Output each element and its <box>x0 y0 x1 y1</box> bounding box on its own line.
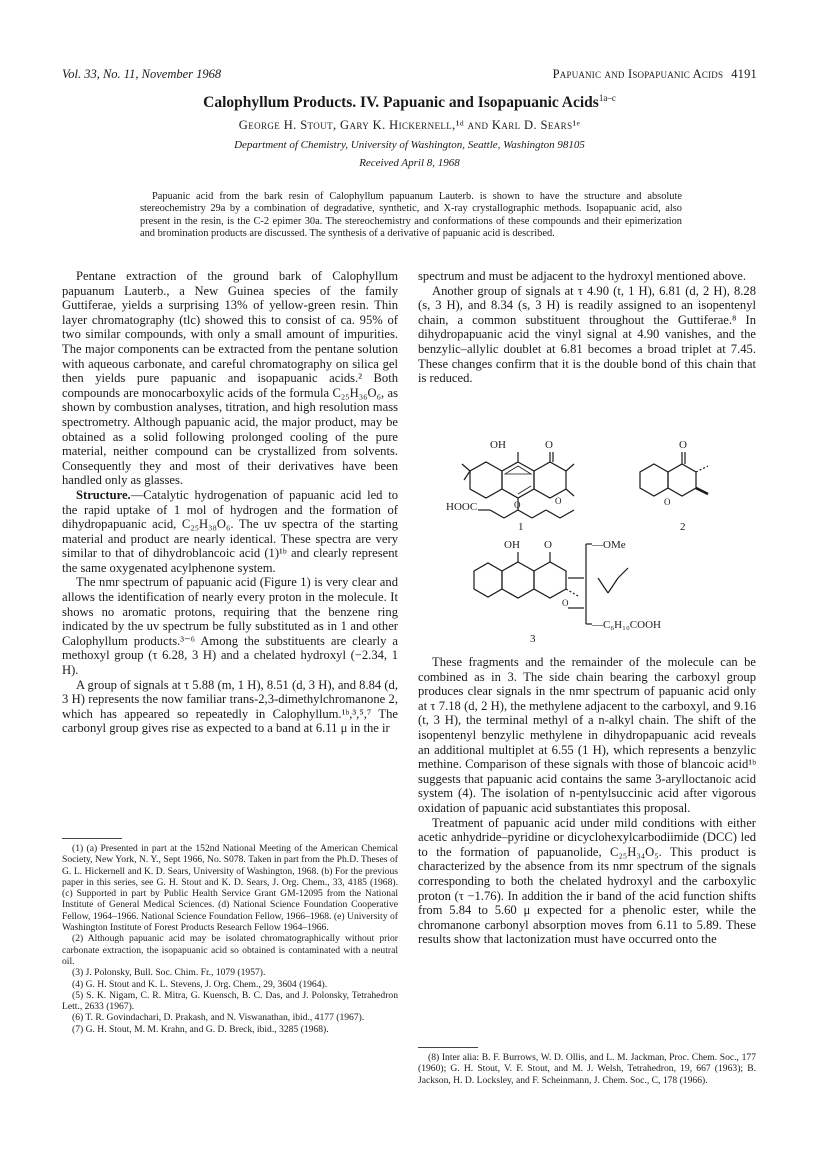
paragraph-text: —Catalytic hydrogenation of papuanic acid led to the rapid uptake of 1 mol of hydrogen and the formation of dihydropapuanic acid, C₂₅H₃₈O₆. The uv spectra of the starting material and product are nearly identical. These spectra are very similar to that of dihydroblancoic acid (1)¹ᵇ and clearly represent the same oxygenated acylphenone system. <box>62 487 398 575</box>
footnote: (1) (a) Presented in part at the 152nd National Meeting of the American Chemical Society, New York, N. Y., Sept 1966, No. S078. Taken in part from the Ph.D. Theses of G. L. Hickernell and K. D. Sears, University of Washington, 1968. (b) For the previous paper in this series, see G. H. Stout and K. D. Sears, J. Org. Chem., 33, 4185 (1968). (c) Supported in part by Public Health Service Grant GM-12095 from the National Institute of General Medical Sciences. (d) National Science Foundation Cooperative Fellow, 1964–1966. National Science Foundation Fellow, 1966–1968. (e) University of Washington Institute of Forest Products Research Fellow 1964–1966. <box>62 843 398 934</box>
structure-1-label: 1 <box>518 521 524 533</box>
abstract-text: Papuanic acid from the bark resin of Calophyllum papuanum Lauterb. is shown to have the structure and absolute stereochemistry 29a by a combination of degradative, synthetic, and X-ray crystallographic methods. Isopapuanic acid, also present in the resin, is the C-2 epimer 30a. The stereochemistry and conformations of these compounds and their epimerization and bromination products are discussed. The synthesis of a derivative of papuanic acid is described. <box>140 191 682 240</box>
paragraph: spectrum and must be adjacent to the hydroxyl mentioned above. <box>418 269 747 283</box>
structure-3-oh: OH <box>504 539 520 551</box>
structure-3-methoxy: —OMe <box>592 539 626 551</box>
fused-ring <box>474 563 502 597</box>
structure-3-chain: —C₆H₁₀COOH <box>592 619 661 631</box>
paragraph: Pentane extraction of the ground bark of Calophyllum papuanum Lauterb., a New Guinea species of the family Guttiferae, yields a surprising 13% of yellow-green resin. Thin layer chromatography (tlc) showed this to consist of ca. 95% of two similar compounds, with only a small amount of impurities. The major components can be extracted from the pentane solution with aqueous carbonate, and careful chromatography on silica gel then yields pure papuanic and isopapuanic acids.² Both compounds are monocarboxylic acids of the formula C₂₅H₃₆O₆, as shown by combustion analyses, titration, and high resolution mass spectrometry. Although papuanic acid, the major product, may be obtained as a solid following prolonged cooling of the pure material, neither compound can be crystallized from solvents. Consequently they and most of their derivatives have been handled only as glasses. <box>62 269 398 488</box>
right-column-top <box>418 269 756 386</box>
structure-1-ring-o2: O <box>555 496 562 506</box>
paragraph: A group of signals at τ 5.88 (m, 1 H), 8.51 (d, 3 H), and 8.84 (d, 3 H) represents the now familiar trans-2,3-dimethylchromanone 2, which has appeared so repeatedly in Calophyllum.¹ᵇ,³,⁵,⁷ The carbonyl group gives rise as expected to a band at 6.11 μ in the ir <box>62 677 398 736</box>
benzene-ring <box>502 462 534 498</box>
footnote-rule <box>418 1047 478 1048</box>
section-heading: Structure. <box>76 487 131 502</box>
benzene-ring <box>640 464 668 496</box>
footnotes-right <box>418 1052 756 1086</box>
affiliation: Department of Chemistry, University of Washington, Seattle, Washington 98105 <box>234 139 585 151</box>
footnotes-left <box>62 843 398 1035</box>
footnote: (5) S. K. Nigam, C. R. Mitra, G. Kuensch, B. C. Das, and J. Polonsky, Tetrahedron Lett., 2633 (1967). <box>62 989 398 1013</box>
paragraph: The nmr spectrum of papuanic acid (Figure 1) is very clear and allows the identification of nearly every proton in the molecule. It shows no aromatic protons, requiring that the benzene ring indicated by the uv spectrum be fully substituted as in 1 and other Calophyllum products.³⁻⁶ Among the substituents are clearly a methoxyl group (τ 6.28, 3 H) and a chelated hydroxyl (−2.34, 1 H). <box>62 575 398 678</box>
chromanone-ring <box>668 464 696 496</box>
structure-2-carbonyl-o: O <box>679 439 687 451</box>
author-list: George H. Stout, Gary K. Hickernell,¹ᵈ and Karl D. Sears¹ᵉ <box>238 118 581 132</box>
structure-2 <box>640 452 708 496</box>
structure-1-acid: HOOC <box>446 501 478 513</box>
page-number: 4191 <box>731 67 757 81</box>
structure-1-carbonyl-o: O <box>545 439 553 451</box>
footnote: (2) Although papuanic acid may be isolated chromatographically without prior carbonate extraction, the isopapuanic acid so obtained is contaminated with a neutral oil. <box>62 933 398 967</box>
running-title: Papuanic and Isopapuanic Acids <box>552 67 724 81</box>
footnote: (3) J. Polonsky, Bull. Soc. Chim. Fr., 1079 (1957). <box>72 967 266 979</box>
chroman-ring-left <box>470 462 502 498</box>
paragraph <box>62 488 398 576</box>
structure-1-oh: OH <box>490 439 506 451</box>
footnote: (4) G. H. Stout and K. L. Stevens, J. Org. Chem., 29, 3604 (1964). <box>72 978 328 990</box>
article-title-text: Calophyllum Products. IV. Papuanic and Isopapuanic Acids <box>203 94 599 112</box>
footnote-rule <box>62 838 122 839</box>
footnote: (8) Inter alia: B. F. Burrows, W. D. Ollis, and L. M. Jackman, Proc. Chem. Soc., 177 (1960); G. H. Stout, V. F. Stout, and M. J. Welsh, Tetrahedron, 19, 667 (1963); B. Jackson, H. D. Locksley, and F. Scheinmann, J. Chem. Soc., C, 178 (1966). <box>418 1052 756 1086</box>
structure-3 <box>474 544 628 624</box>
structure-3-ring-o: O <box>562 598 569 608</box>
structure-3-label: 3 <box>530 633 536 645</box>
footnote: (7) G. H. Stout, M. M. Krahn, and G. D. Breck, ibid., 3285 (1968). <box>72 1023 329 1035</box>
abstract <box>140 191 682 241</box>
footnote: (6) T. R. Govindachari, D. Prakash, and N. Viswanathan, ibid., 4177 (1967). <box>72 1012 365 1024</box>
benzene-ring <box>502 562 534 598</box>
journal-citation: Vol. 33, No. 11, November 1968 <box>62 67 222 81</box>
structure-2-ring-o: O <box>664 497 671 507</box>
structure-3-carbonyl-o: O <box>544 539 552 551</box>
structure-2-label: 2 <box>680 521 686 533</box>
running-header <box>553 67 757 82</box>
chromanone-ring <box>534 562 566 598</box>
right-column-bottom <box>418 655 756 947</box>
chemical-structures <box>418 428 756 648</box>
structure-1-ring-o: O <box>514 500 521 510</box>
left-column <box>62 269 398 736</box>
title-footnote-marker: 1a–c <box>598 93 616 103</box>
paragraph: Another group of signals at τ 4.90 (t, 1 H), 6.81 (d, 2 H), 8.28 (s, 3 H), and 8.34 (s, 3 H) is readily assigned to an isopentenyl chain, a common substituent throughout the Guttiferae.⁸ In dihydropapuanic acid the vinyl signal at 4.90 vanishes, and the benzylic–allylic doublet at 6.81 becomes a broad triplet at 7.45. These changes confirm that it is the double bond of this chain that is reduced. <box>418 283 756 386</box>
pyranone-ring <box>534 462 566 498</box>
received-date: Received April 8, 1968 <box>359 157 460 169</box>
paragraph: Treatment of papuanic acid under mild conditions with either acetic anhydride–pyridine or dicyclohexylcarbodiimide (DCC) led to the formation of papuanolide, C₂₅H₃₄O₅. This product is characterized by the absence from its nmr spectrum of the signals corresponding to both the chelated hydroxyl and the carboxylic proton (τ −1.76). In addition the ir band of the acid function shifts from 5.84 to 5.60 μ expected for a phenolic ester, while the chromanone carbonyl absorption moves from 6.11 to 5.89. These results show that lactonization must have occurred onto the <box>418 815 756 947</box>
article-title <box>0 93 819 112</box>
paragraph: These fragments and the remainder of the molecule can be combined as in 3. The side chain bearing the carboxyl group produces clear signals in the nmr spectrum of papuanic acid only at τ 7.18 (d, 2 H), the methylene adjacent to the carboxyl, and 9.16 (t, 3 H), the terminal methyl of a n-alkyl chain. The shift of the isopentenyl benzylic methylene in dihydropapuanic acid reveals an additional multiplet at 6.55 (1 H), which represents a benzylic methine. Comparison of these signals with those of blancoic acid¹ᵇ suggests that papuanic acid contains the same 3-arylloctanoic acid system (4). The isolation of n-pentylsuccinic acid after vigorous oxidation of papuanic acid substantiates this proposal. <box>418 655 756 815</box>
